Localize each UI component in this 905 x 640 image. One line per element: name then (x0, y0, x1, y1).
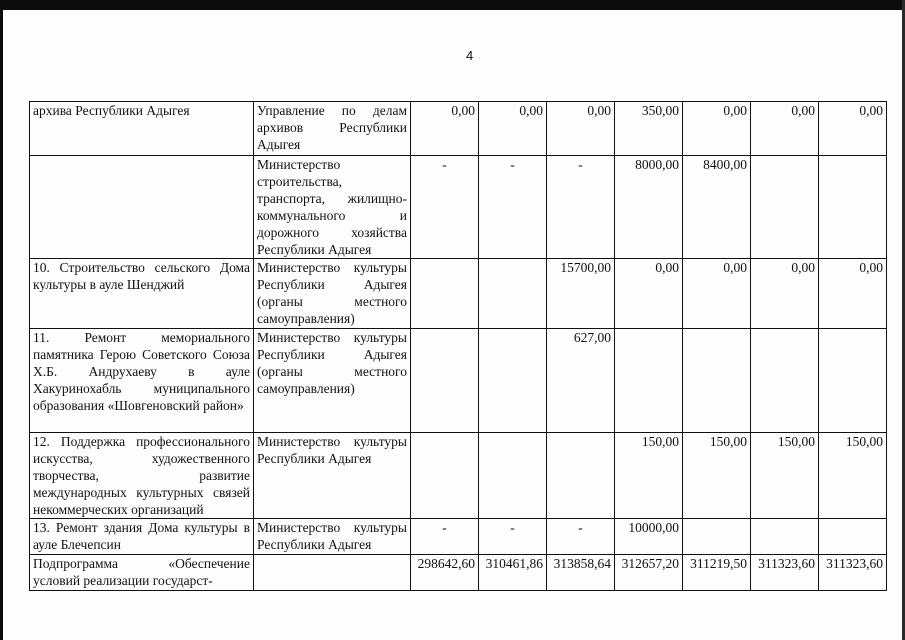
amount-cell (547, 433, 615, 519)
amount-cell: 150,00 (615, 433, 683, 519)
amount-cell (411, 433, 479, 519)
measure-name-cell (30, 519, 254, 555)
measure-name: 10. Строительство сельского Дома культуры в ауле Шенджий (33, 260, 250, 292)
amount-cell: 0,00 (479, 102, 547, 156)
amount-cell (819, 156, 887, 259)
executor-name: Министерство культуры Республики Адыгея (органы местного самоуправления) (257, 330, 407, 396)
amount-cell (819, 519, 887, 555)
scan-border-top (0, 0, 905, 10)
total-amount-cell: 312657,20 (615, 555, 683, 591)
total-amount-cell: 298642,60 (411, 555, 479, 591)
amount-cell: - (547, 519, 615, 555)
amount-cell: 627,00 (547, 329, 615, 433)
amount-cell: 0,00 (751, 259, 819, 329)
measure-name-cell (30, 102, 254, 156)
program-funding-table (29, 101, 887, 591)
amount-cell (751, 519, 819, 555)
amount-cell: 8400,00 (683, 156, 751, 259)
amount-cell (683, 329, 751, 433)
amount-cell: 150,00 (751, 433, 819, 519)
measure-name: 12. Поддержка профессионального искусства, художественного творчества, развитие международных культурных связей некоммерческих организаций (33, 434, 250, 517)
amount-cell (615, 329, 683, 433)
executor-cell (254, 519, 411, 555)
amount-cell: 0,00 (819, 259, 887, 329)
page-number: 4 (466, 48, 474, 63)
amount-cell: 350,00 (615, 102, 683, 156)
amount-cell: 10000,00 (615, 519, 683, 555)
amount-cell: 0,00 (615, 259, 683, 329)
table-row (30, 433, 887, 519)
amount-cell: 15700,00 (547, 259, 615, 329)
table-row (30, 329, 887, 433)
executor-name: Управление по делам архивов Республики Адыгея (257, 103, 407, 152)
amount-cell: - (479, 519, 547, 555)
executor-name: Министерство культуры Республики Адыгея (257, 520, 407, 552)
amount-cell (751, 156, 819, 259)
table-row (30, 519, 887, 555)
amount-cell: 0,00 (547, 102, 615, 156)
amount-cell: 0,00 (751, 102, 819, 156)
measure-name-cell (30, 433, 254, 519)
executor-name: Министерство строительства, транспорта, жилищно-коммунального и дорожного хозяйства Республики Адыгея (257, 157, 407, 257)
total-amount-cell: 310461,86 (479, 555, 547, 591)
amount-cell (683, 519, 751, 555)
amount-cell (479, 329, 547, 433)
measure-name: 11. Ремонт мемориального памятника Герою Советского Союза Х.Б. Андрухаеву в ауле Хакуринохабль муниципального образования «Шовгеновский район» (33, 330, 250, 413)
measure-name: 13. Ремонт здания Дома культуры в ауле Блечепсин (33, 520, 250, 552)
amount-cell (411, 259, 479, 329)
executor-name: Министерство культуры Республики Адыгея (органы местного самоуправления) (257, 260, 407, 326)
subprogram-name: Подпрограмма «Обеспечение условий реализации государст- (33, 556, 250, 588)
amount-cell: 150,00 (683, 433, 751, 519)
amount-cell: - (547, 156, 615, 259)
total-amount-cell: 311219,50 (683, 555, 751, 591)
amount-cell: 0,00 (683, 259, 751, 329)
total-amount-cell: 311323,60 (819, 555, 887, 591)
amount-cell: 0,00 (411, 102, 479, 156)
total-amount-cell: 313858,64 (547, 555, 615, 591)
amount-cell (411, 329, 479, 433)
amount-cell: - (411, 519, 479, 555)
executor-name: Министерство культуры Республики Адыгея (257, 434, 407, 466)
amount-cell (751, 329, 819, 433)
executor-cell (254, 102, 411, 156)
measure-name-cell (30, 329, 254, 433)
amount-cell: 0,00 (819, 102, 887, 156)
executor-cell (254, 259, 411, 329)
total-amount-cell: 311323,60 (751, 555, 819, 591)
measure-name: архива Республики Адыгея (33, 103, 190, 118)
table-row (30, 555, 887, 591)
table-row (30, 156, 887, 259)
amount-cell (479, 259, 547, 329)
amount-cell (819, 329, 887, 433)
measure-name-cell (30, 156, 254, 259)
executor-cell (254, 433, 411, 519)
executor-cell (254, 156, 411, 259)
table-row (30, 259, 887, 329)
amount-cell (479, 433, 547, 519)
amount-cell: - (411, 156, 479, 259)
amount-cell: 8000,00 (615, 156, 683, 259)
executor-cell (254, 329, 411, 433)
executor-cell (254, 555, 411, 591)
table-row (30, 102, 887, 156)
subprogram-name-cell (30, 555, 254, 591)
amount-cell: 0,00 (683, 102, 751, 156)
measure-name-cell (30, 259, 254, 329)
amount-cell: 150,00 (819, 433, 887, 519)
scan-border-left (0, 0, 3, 640)
amount-cell: - (479, 156, 547, 259)
